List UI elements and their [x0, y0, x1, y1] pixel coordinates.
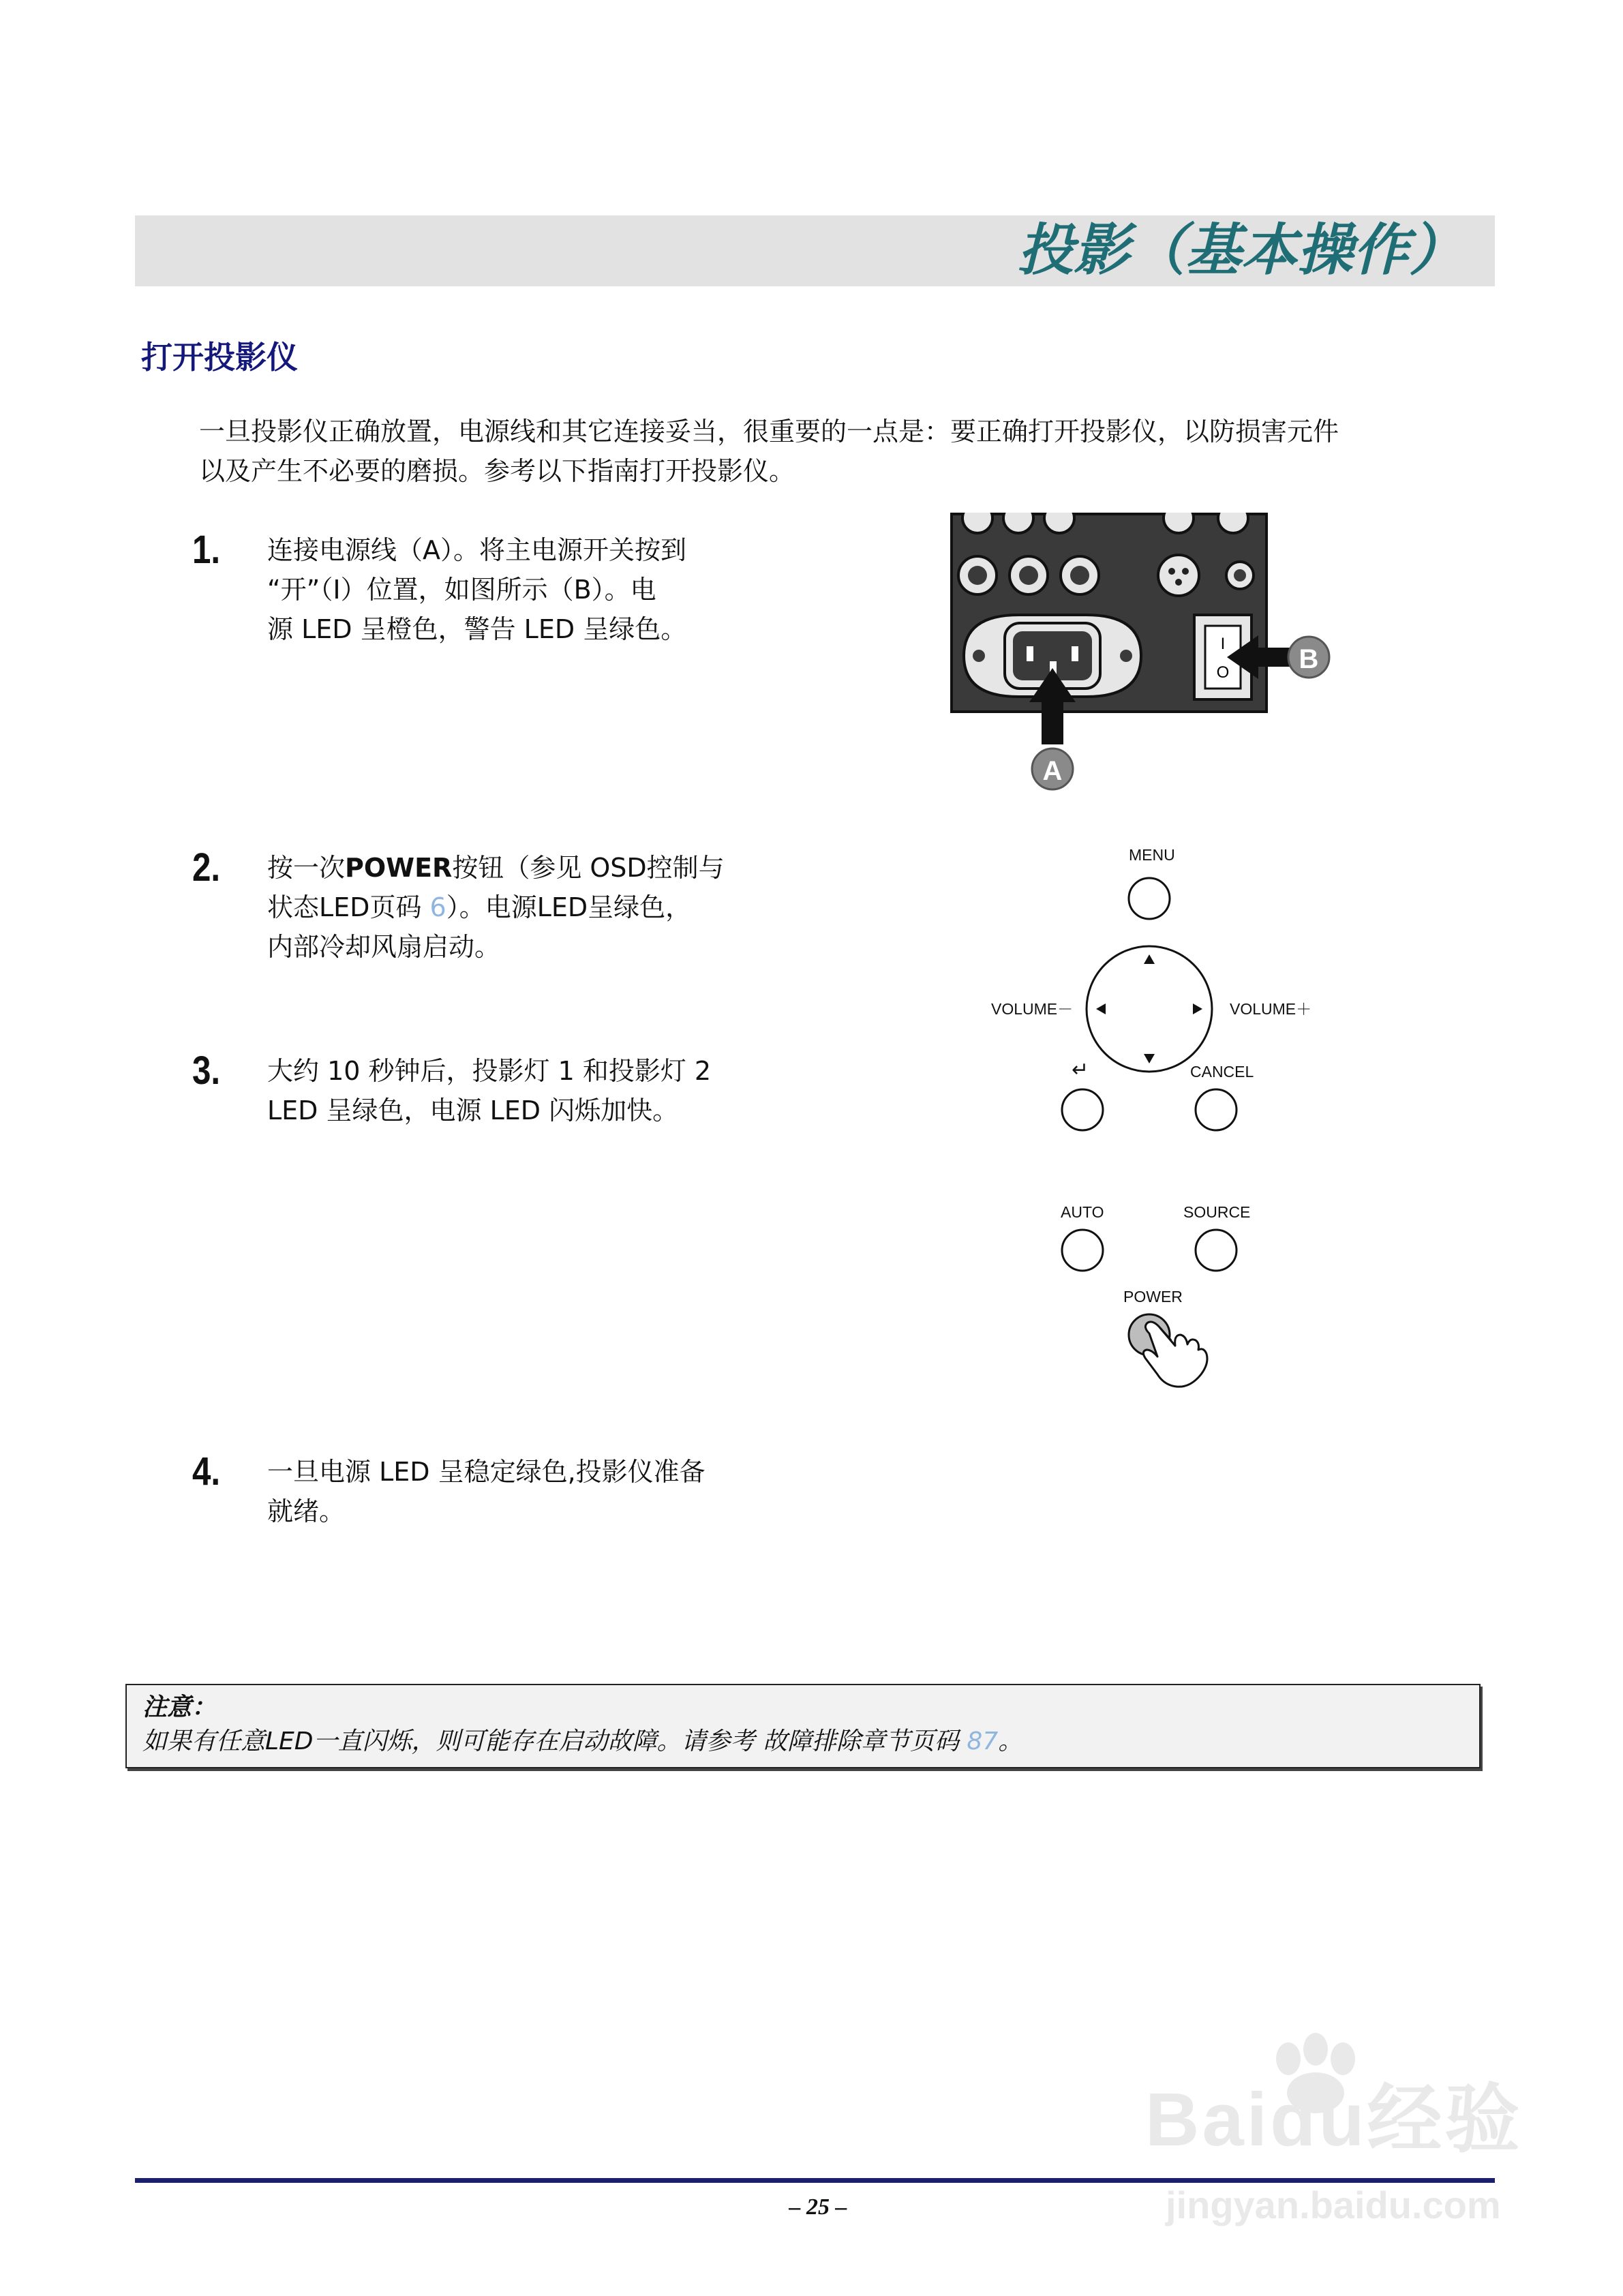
auto-label: AUTO	[1061, 1203, 1104, 1221]
step-3-text	[267, 1051, 806, 1130]
volume-minus-label: VOLUME－	[991, 1000, 1074, 1018]
intro-line-1: 一旦投影仪正确放置，电源线和其它连接妥当，很重要的一点是：要正确打开投影仪，以防损害元件	[199, 417, 1339, 447]
enter-icon: ↵	[1072, 1059, 1089, 1081]
step-2-line2-post: ）。电源LED呈绿色，	[446, 892, 692, 922]
step-4-number: 4.	[192, 1449, 221, 1494]
step-4-text	[267, 1452, 806, 1531]
cancel-label: CANCEL	[1190, 1063, 1254, 1081]
volume-plus-label: VOLUME＋	[1230, 1000, 1312, 1018]
watermark-url: jingyan.baidu.com	[1166, 2184, 1501, 2226]
note-text-post: 。	[998, 1727, 1023, 1755]
step-4-line-1: 一旦电源 LED 呈稳定绿色,投影仪准备	[267, 1457, 706, 1487]
page-title: 投影（基本操作）	[1018, 218, 1465, 283]
enter-button[interactable]	[1062, 1089, 1103, 1130]
power-label: POWER	[1123, 1288, 1183, 1305]
step-2-power-label: POWER	[345, 853, 453, 883]
intro-line-2: 以及产生不必要的磨损。参考以下指南打开投影仪。	[199, 456, 795, 486]
menu-button[interactable]	[1129, 878, 1170, 919]
auto-button[interactable]	[1062, 1230, 1103, 1271]
switch-on-label: I	[1220, 635, 1226, 653]
menu-label: MENU	[1129, 846, 1175, 864]
note-box	[125, 1684, 1481, 1768]
source-button[interactable]	[1196, 1230, 1237, 1271]
page-link-6[interactable]: 6	[429, 892, 446, 922]
step-1-number: 1.	[192, 528, 221, 572]
step-2-line-3: 内部冷却风扇启动。	[267, 932, 501, 962]
section-title: 打开投影仪	[141, 339, 298, 376]
control-panel-svg	[982, 845, 1336, 1404]
step-2-mid: 按钮（参见 OSD控制与	[452, 853, 725, 883]
cancel-button[interactable]	[1196, 1089, 1237, 1130]
page-number: – 25 –	[789, 2194, 847, 2220]
source-label: SOURCE	[1183, 1203, 1251, 1221]
step-4-line-2: 就绪。	[267, 1496, 346, 1526]
step-2-line-2	[267, 888, 806, 927]
step-2-text	[267, 848, 806, 967]
step-3-line-2: LED 呈绿色，电源 LED 闪烁加快。	[267, 1096, 679, 1126]
watermark-brand: Baidu经验	[1145, 2078, 1523, 2162]
step-2-line2-pre: 状态LED页码	[267, 892, 430, 922]
note-text	[142, 1725, 1022, 1759]
callout-b-label: B	[1299, 644, 1319, 674]
switch-off-label: O	[1216, 663, 1230, 682]
step-1-line-1: 连接电源线（A）。将主电源开关按到	[267, 535, 686, 565]
step-1-text	[267, 530, 806, 649]
rear-panel-illustration	[950, 513, 1332, 802]
step-2-line-1	[267, 848, 806, 888]
note-text-pre: 如果有任意LED一直闪烁，则可能存在启动故障。请参考 故障排除章节页码	[142, 1727, 967, 1755]
intro-paragraph	[199, 412, 1481, 491]
step-2-pre: 按一次	[267, 853, 346, 883]
step-3-number: 3.	[192, 1048, 221, 1093]
pressing-hand-icon	[1143, 1322, 1207, 1387]
page-link-87[interactable]: 87	[967, 1727, 999, 1755]
rear-panel-svg	[950, 513, 1332, 799]
step-3-line-1: 大约 10 秒钟后，投影灯 1 和投影灯 2	[267, 1056, 712, 1086]
header-band	[135, 215, 1495, 286]
step-2-number: 2.	[192, 845, 221, 890]
callout-a-label: A	[1042, 756, 1063, 786]
step-1-line-3: 源 LED 呈橙色，警告 LED 呈绿色。	[267, 614, 687, 644]
note-title: 注意：	[142, 1693, 217, 1721]
step-1-line-2: “开”（I）位置，如图所示（B）。电	[267, 575, 656, 605]
